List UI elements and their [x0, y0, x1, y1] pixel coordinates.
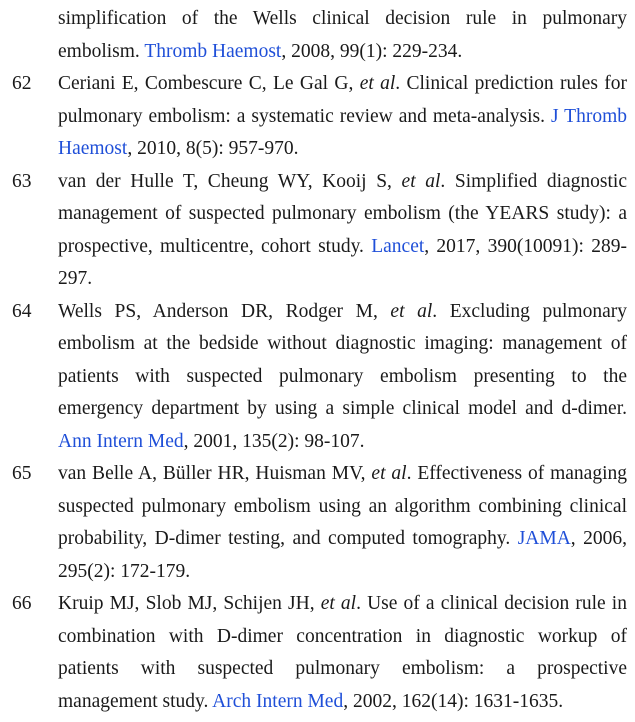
reference-authors: van der Hulle T, Cheung WY, Kooij S,: [58, 170, 402, 192]
journal-link[interactable]: Ann Intern Med: [58, 430, 184, 452]
reference-citation: , 2017, 390(10091): 289-297.: [58, 235, 627, 289]
reference-number: 64: [12, 300, 32, 322]
reference-et-al: et al: [390, 300, 433, 322]
reference-number: 62: [12, 73, 32, 94]
reference-citation: , 2002, 162(14): 1631-1635.: [343, 690, 564, 712]
journal-link[interactable]: Lancet: [371, 235, 425, 257]
reference-item-65: [0, 458, 635, 588]
reference-number: 63: [12, 170, 32, 192]
reference-citation: , 2010, 8(5): 957-970.: [127, 138, 299, 159]
reference-title: simplification of the Wells clinical decision rule in pulmonary embolism.: [58, 8, 627, 62]
reference-title: . Excluding pulmonary embolism at the bedside without diagnostic imaging: management of patients with suspected pulmonary embolism presenting to the emergency department by using a simple clinical model and d-dimer.: [58, 300, 627, 419]
reference-citation: , 2008, 99(1): 229-234.: [281, 40, 463, 62]
journal-link[interactable]: J Thromb Haemost: [58, 105, 627, 159]
journal-link[interactable]: Arch Intern Med: [212, 690, 344, 712]
reference-et-al: et al: [359, 73, 396, 94]
reference-item-63: [0, 166, 635, 296]
reference-citation: , 2006, 295(2): 172-179.: [58, 528, 627, 582]
reference-authors: Ceriani E, Combescure C, Le Gal G,: [58, 73, 360, 94]
journal-link[interactable]: Thromb Haemost: [144, 40, 282, 62]
reference-et-al: et al: [371, 463, 407, 484]
reference-item-62: [0, 68, 635, 166]
reference-citation: , 2001, 135(2): 98-107.: [183, 430, 365, 452]
reference-authors: Wells PS, Anderson DR, Rodger M,: [58, 300, 391, 322]
reference-title: . Simplified diagnostic management of suspected pulmonary embolism (the YEARS study): a prospective, multicentre, cohort study.: [58, 170, 627, 257]
reference-authors: van Belle A, Büller HR, Huisman MV,: [58, 463, 372, 484]
reference-list: [0, 3, 635, 718]
reference-et-al: et al: [320, 593, 357, 614]
reference-title: . Clinical prediction rules for pulmonary embolism: a systematic review and meta-analysis.: [58, 73, 627, 127]
reference-number: 66: [12, 593, 32, 614]
reference-item-66: [0, 588, 635, 718]
reference-authors: Kruip MJ, Slob MJ, Schijen JH,: [58, 593, 321, 614]
reference-et-al: et al: [401, 170, 441, 192]
reference-number: 65: [12, 463, 32, 484]
reference-title: . Effectiveness of managing suspected pulmonary embolism using an algorithm combining clinical probability, D-dimer testing, and computed tomography.: [58, 463, 627, 549]
reference-item-64: [0, 296, 635, 459]
journal-link[interactable]: JAMA: [517, 528, 571, 549]
reference-title: . Use of a clinical decision rule in combination with D-dimer concentration in diagnostic workup of patients with suspected pulmonary embolism: a prospective management study.: [58, 593, 627, 712]
reference-item-61: [0, 3, 635, 68]
